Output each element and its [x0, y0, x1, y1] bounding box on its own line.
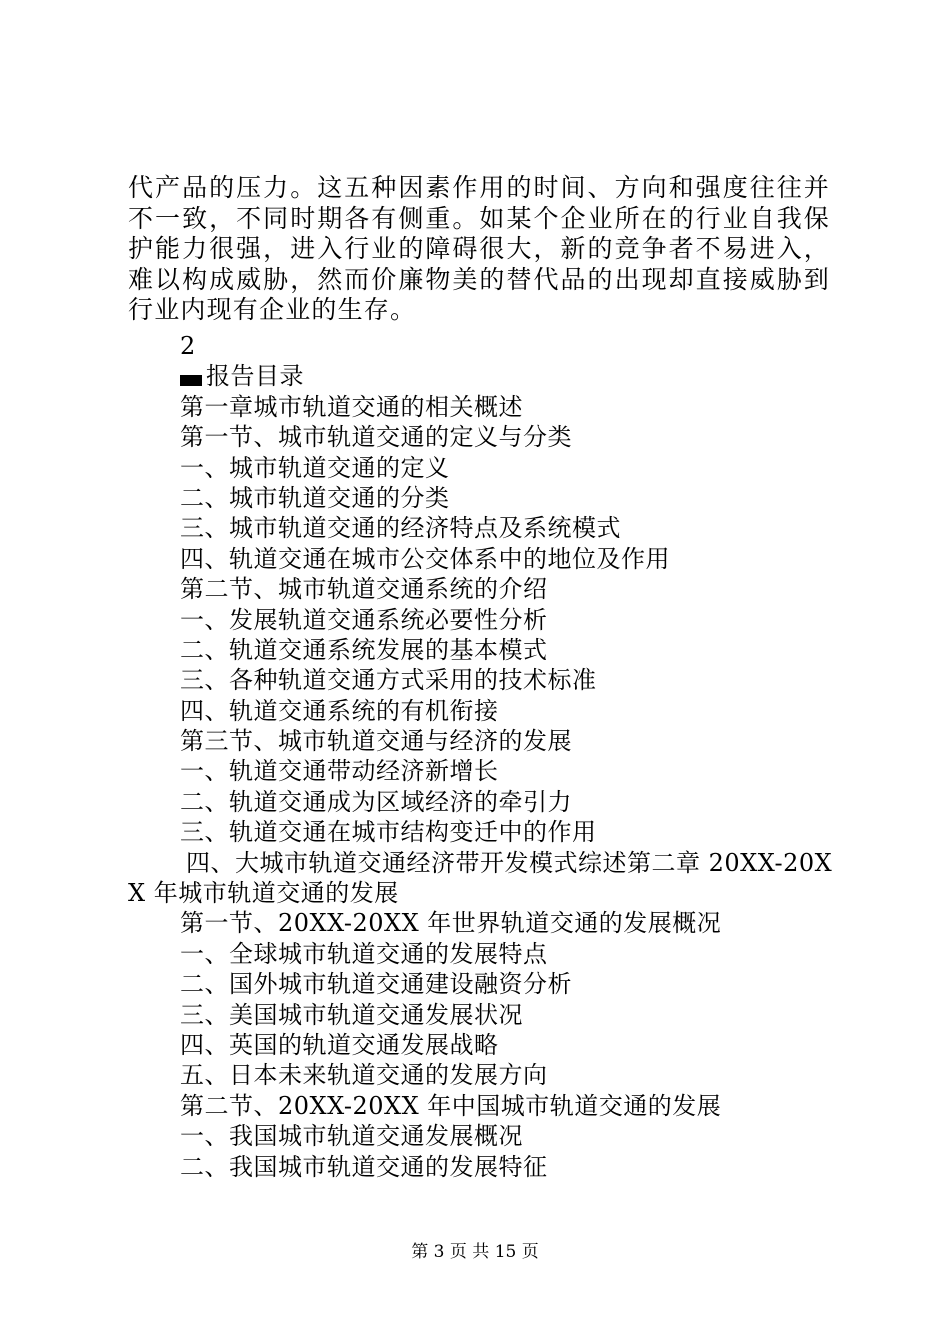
toc-item: 三、轨道交通在城市结构变迁中的作用: [180, 818, 597, 847]
toc-item: 二、轨道交通成为区域经济的牵引力: [180, 787, 572, 816]
intro-paragraph: 代产品的压力。这五种因素作用的时间、方向和强度往往并不一致，不同时期各有侧重。如某个企业所在的行业自我保护能力很强，进入行业的障碍很大，新的竞争者不易进入，难以构成威胁，然而价廉物美的替代品的出现却直接威胁到行业内现有企业的生存。: [128, 173, 830, 324]
toc-item: 一、发展轨道交通系统必要性分析: [180, 605, 548, 634]
toc-item: 三、城市轨道交通的经济特点及系统模式: [180, 514, 621, 543]
toc-item: 二、国外城市轨道交通建设融资分析: [180, 970, 572, 999]
toc-heading-label: 报告目录: [206, 362, 304, 391]
toc-item: 四、英国的轨道交通发展战略: [180, 1031, 499, 1060]
toc-item: 三、各种轨道交通方式采用的技术标准: [180, 666, 597, 695]
toc-item: 第一节、20XX-20XX 年世界轨道交通的发展概况: [180, 909, 722, 938]
page-marker: 2: [180, 332, 196, 360]
heading-bullet-icon: [180, 375, 202, 386]
toc-item: 四、轨道交通系统的有机衔接: [180, 696, 499, 725]
toc-item: 二、我国城市轨道交通的发展特征: [180, 1152, 548, 1181]
toc-item: 第三节、城市轨道交通与经济的发展: [180, 727, 572, 756]
toc-item: 二、城市轨道交通的分类: [180, 483, 450, 512]
toc-item: 四、轨道交通在城市公交体系中的地位及作用: [180, 544, 670, 573]
toc-item: 三、美国城市轨道交通发展状况: [180, 1000, 523, 1029]
toc-item: 第一章城市轨道交通的相关概述: [180, 392, 523, 421]
toc-item: 二、轨道交通系统发展的基本模式: [180, 635, 548, 664]
toc-item: 五、日本未来轨道交通的发展方向: [180, 1061, 548, 1090]
toc-heading: [180, 361, 840, 391]
toc-item: 第二节、城市轨道交通系统的介绍: [180, 575, 548, 604]
toc-item: 第一节、城市轨道交通的定义与分类: [180, 423, 572, 452]
page-footer: 第 3 页 共 15 页: [411, 1242, 539, 1262]
toc-item: 一、全球城市轨道交通的发展特点: [180, 939, 548, 968]
toc-item: 第二节、20XX-20XX 年中国城市轨道交通的发展: [180, 1091, 722, 1120]
toc-item: 一、城市轨道交通的定义: [180, 453, 450, 482]
toc-item: 一、轨道交通带动经济新增长: [180, 757, 499, 786]
table-of-contents: [128, 331, 840, 1182]
toc-item: 一、我国城市轨道交通发展概况: [180, 1122, 523, 1151]
toc-item-wrapped: 四、大城市轨道交通经济带开发模式综述第二章 20XX-20XX 年城市轨道交通的发展: [128, 848, 833, 908]
